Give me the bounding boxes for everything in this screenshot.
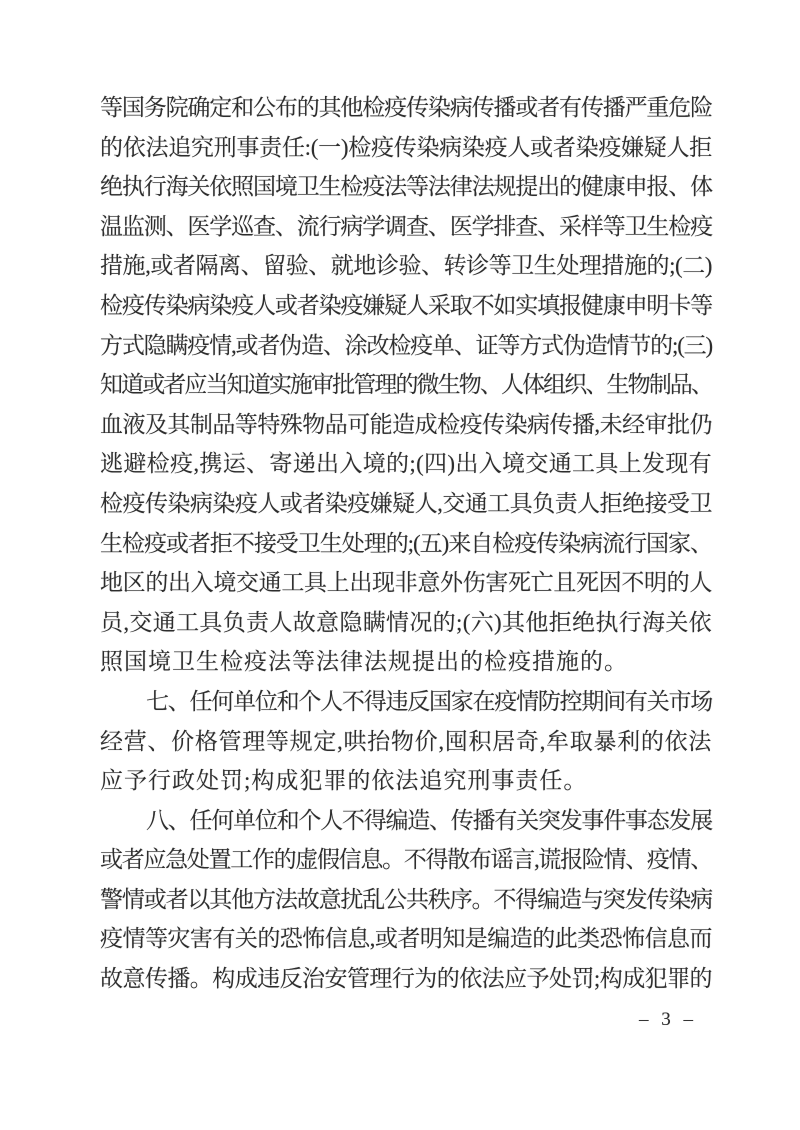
text-line: 员,交通工具负责人故意隐瞒情况的;(六)其他拒绝执行海关依 xyxy=(100,609,712,635)
body-text xyxy=(100,88,712,999)
text-line: 绝执行海关依照国境卫生检疫法等法律法规提出的健康申报、体 xyxy=(100,174,713,200)
text-line paragraph-start: 八、任何单位和个人不得编造、传播有关突发事件事态发展 xyxy=(146,807,713,833)
text-line: 故意传播。构成违反治安管理行为的依法应予处罚;构成犯罪的 xyxy=(100,966,712,992)
text-line: 等国务院确定和公布的其他检疫传染病传播或者有传播严重危险 xyxy=(100,95,713,120)
text-line: 方式隐瞒疫情,或者伪造、涂改检疫单、证等方式伪造情节的;(三) xyxy=(100,332,712,358)
text-line paragraph-start: 七、任何单位和个人不得违反国家在疫情防控期间有关市场 xyxy=(146,688,713,714)
text-line: 检疫传染病染疫人或者染疫嫌疑人采取不如实填报健康申明卡等 xyxy=(100,292,713,318)
text-line: 措施,或者隔离、留验、就地诊验、转诊等卫生处理措施的;(二) xyxy=(100,253,712,279)
page-number: – 3 – xyxy=(639,1009,697,1030)
text-line paragraph-end: 应予行政处罚;构成犯罪的依法追究刑事责任。 xyxy=(100,768,588,794)
text-line: 知道或者应当知道实施审批管理的微生物、人体组织、生物制品、 xyxy=(100,372,713,398)
text-line: 的依法追究刑事责任:(一)检疫传染病染疫人或者染疫嫌疑人拒 xyxy=(100,134,712,160)
text-line: 疫情等灾害有关的恐怖信息,或者明知是编造的此类恐怖信息而 xyxy=(100,926,713,952)
text-line: 温监测、医学巡查、流行病学调查、医学排查、采样等卫生检疫 xyxy=(100,213,713,239)
text-line: 警情或者以其他方法故意扰乱公共秩序。不得编造与突发传染病 xyxy=(100,886,713,912)
text-line: 地区的出入境交通工具上出现非意外伤害死亡且死因不明的人 xyxy=(100,570,713,596)
text-line: 生检疫或者拒不接受卫生处理的;(五)来自检疫传染病流行国家、 xyxy=(100,530,712,556)
text-line: 血液及其制品等特殊物品可能造成检疫传染病传播,未经审批仍 xyxy=(100,411,713,437)
text-line: 逃避检疫,携运、寄递出入境的;(四)出入境交通工具上发现有 xyxy=(100,451,712,477)
text-line: 经营、价格管理等规定,哄抬物价,囤积居奇,牟取暴利的依法 xyxy=(100,728,712,754)
text-line paragraph-end: 照国境卫生检疫法等法律法规提出的检疫措施的。 xyxy=(100,649,628,675)
text-line: 或者应急处置工作的虚假信息。不得散布谣言,谎报险情、疫情、 xyxy=(100,847,713,873)
text-line: 检疫传染病染疫人或者染疫嫌疑人,交通工具负责人拒绝接受卫 xyxy=(100,490,713,516)
